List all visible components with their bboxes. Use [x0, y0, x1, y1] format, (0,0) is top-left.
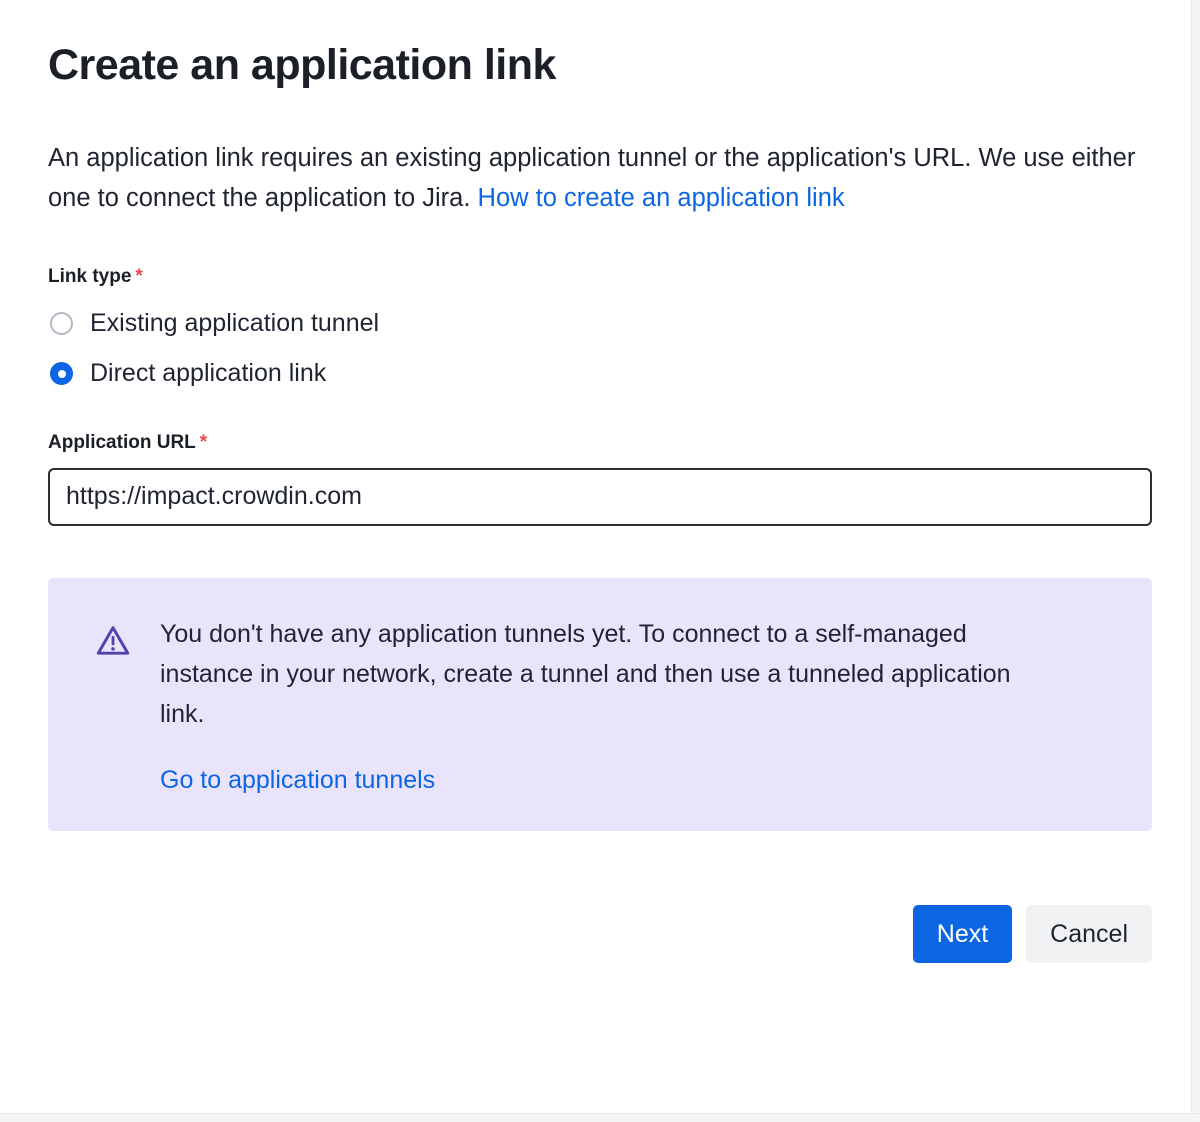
link-type-group: [48, 266, 1152, 396]
radio-label-existing-tunnel: Existing application tunnel: [90, 309, 380, 338]
required-asterisk: *: [135, 265, 143, 287]
application-tunnels-info-banner: [48, 578, 1152, 831]
page-title: Create an application link: [48, 41, 556, 89]
next-button[interactable]: Next: [913, 905, 1012, 963]
application-url-label: [48, 432, 1152, 454]
banner-body: [160, 610, 1122, 795]
warning-icon: [96, 624, 130, 658]
banner-message: You don't have any application tunnels yet. To connect to a self-managed instance in your network, create a tunnel and then use a tunneled application link.: [160, 619, 1011, 728]
application-url-input[interactable]: [48, 468, 1152, 526]
required-asterisk: *: [199, 431, 208, 453]
window-edge-right: [1191, 0, 1200, 1122]
radio-icon-existing-tunnel[interactable]: [50, 312, 73, 335]
application-url-label-text: Application URL: [48, 431, 196, 453]
radio-icon-direct-link[interactable]: [50, 362, 73, 385]
intro-text-body: An application link requires an existing application tunnel or the application's URL. We use either one to connect the application to Jira.: [48, 143, 1136, 212]
link-type-label-text: Link type: [48, 265, 132, 287]
link-type-label: [48, 266, 1152, 288]
application-url-group: [48, 432, 1152, 526]
how-to-create-application-link[interactable]: How to create an application link: [477, 183, 845, 212]
dialog-content: [48, 40, 1152, 963]
intro-text: [48, 138, 1144, 218]
radio-option-direct-link[interactable]: [48, 352, 1152, 396]
go-to-application-tunnels-link[interactable]: Go to application tunnels: [160, 765, 436, 794]
cancel-button[interactable]: Cancel: [1026, 905, 1152, 963]
radio-label-direct-link: Direct application link: [90, 359, 327, 388]
window-edge-bottom: [0, 1113, 1200, 1122]
dialog-actions: [48, 905, 1152, 963]
radio-option-existing-tunnel[interactable]: [48, 302, 1152, 346]
